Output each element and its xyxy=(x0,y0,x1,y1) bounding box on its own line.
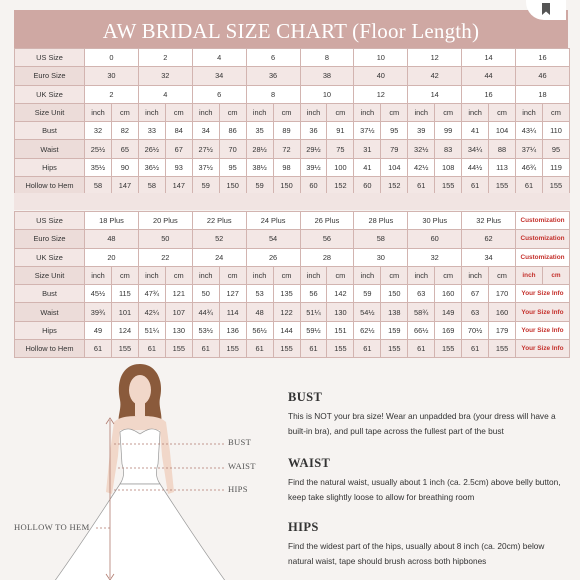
hem-cell: 155 xyxy=(327,340,354,358)
hips-cell: 93 xyxy=(165,158,192,176)
waist-cell: 83 xyxy=(435,140,462,158)
hem-cell: 155 xyxy=(489,340,516,358)
waist-cell: 130 xyxy=(327,303,354,321)
hips-cell: 108 xyxy=(435,158,462,176)
waist-cell: 26½ xyxy=(138,140,165,158)
hips-cell: 39½ xyxy=(300,158,327,176)
hem-cell: 61 xyxy=(462,340,489,358)
bust-cell: 50 xyxy=(192,285,219,303)
us-size-cell: 16 xyxy=(516,49,570,67)
bust-cell: 121 xyxy=(165,285,192,303)
unit-cell: inch xyxy=(138,103,165,121)
hem-cell: 152 xyxy=(327,177,354,195)
hips-cell: 59½ xyxy=(300,321,327,339)
waist-cell: 51¼ xyxy=(300,303,327,321)
bust-cell: 53 xyxy=(246,285,273,303)
us-size-cell: 4 xyxy=(192,49,246,67)
unit-cell: inch xyxy=(354,266,381,284)
hem-cell: 155 xyxy=(111,340,138,358)
chart-title-bar xyxy=(14,10,568,52)
row-label: US Size xyxy=(15,212,85,230)
hem-cell: 152 xyxy=(381,177,408,195)
uk-size-cell: 8 xyxy=(246,85,300,103)
hem-cell: 150 xyxy=(273,177,300,195)
bust-cell: 56 xyxy=(300,285,327,303)
unit-cell: inch xyxy=(246,103,273,121)
bust-cell: 99 xyxy=(435,122,462,140)
bust-cell: 34 xyxy=(192,122,219,140)
hips-cell: 90 xyxy=(111,158,138,176)
row-label: Bust xyxy=(15,285,85,303)
unit-cell: inch xyxy=(516,103,543,121)
unit-cell: cm xyxy=(489,266,516,284)
waist-cell: 28½ xyxy=(246,140,273,158)
waist-cell: 25½ xyxy=(85,140,112,158)
bust-cell: 86 xyxy=(219,122,246,140)
unit-cell: cm xyxy=(111,266,138,284)
hem-cell: 155 xyxy=(165,340,192,358)
hem-cell: 155 xyxy=(273,340,300,358)
unit-cell: inch xyxy=(462,266,489,284)
uk-size-cell: 14 xyxy=(408,85,462,103)
unit-cell: cm xyxy=(435,266,462,284)
hips-cell: 44½ xyxy=(462,158,489,176)
hips-cell: 169 xyxy=(435,321,462,339)
euro-size-cell: 36 xyxy=(246,67,300,85)
hips-cell: 70½ xyxy=(462,321,489,339)
guide-bust xyxy=(288,390,568,438)
hips-cell: 100 xyxy=(327,158,354,176)
row-label: UK Size xyxy=(15,85,85,103)
us-size-cell: 14 xyxy=(462,49,516,67)
size-row-uk xyxy=(15,248,570,266)
unit-cell: inch xyxy=(408,266,435,284)
hem-cell: 147 xyxy=(165,177,192,195)
bust-cell: 82 xyxy=(111,122,138,140)
bust-cell: 135 xyxy=(273,285,300,303)
unit-cell: cm xyxy=(381,266,408,284)
waist-cell: 149 xyxy=(435,303,462,321)
unit-cell: cm xyxy=(273,266,300,284)
bust-cell: 115 xyxy=(111,285,138,303)
us-size-cell: 0 xyxy=(85,49,139,67)
waist-cell: 67 xyxy=(165,140,192,158)
hips-cell: 136 xyxy=(219,321,246,339)
hem-cell: 60 xyxy=(354,177,381,195)
hem-cell: 58 xyxy=(85,177,112,195)
waist-cell: 88 xyxy=(489,140,516,158)
euro-size-cell: 40 xyxy=(354,67,408,85)
row-label: Hips xyxy=(15,158,85,176)
unit-cell: inch xyxy=(462,103,489,121)
hem-cell: 60 xyxy=(300,177,327,195)
custom-bust-cell: Your Size Info xyxy=(516,285,570,303)
hem-cell: 155 xyxy=(489,177,516,195)
uk-size-cell: 30 xyxy=(354,248,408,266)
hem-cell: 155 xyxy=(435,340,462,358)
bust-cell: 32 xyxy=(85,122,112,140)
size-row-unit xyxy=(15,103,570,121)
uk-size-cell: 18 xyxy=(516,85,570,103)
hem-cell: 61 xyxy=(408,340,435,358)
hem-cell: 155 xyxy=(219,340,246,358)
hips-cell: 35½ xyxy=(85,158,112,176)
waist-cell: 48 xyxy=(246,303,273,321)
uk-size-cell: 20 xyxy=(85,248,139,266)
euro-size-cell: 50 xyxy=(138,230,192,248)
euro-size-cell: 52 xyxy=(192,230,246,248)
row-label: Hips xyxy=(15,321,85,339)
hips-cell: 159 xyxy=(381,321,408,339)
euro-size-cell: 46 xyxy=(516,67,570,85)
unit-cell: inch xyxy=(354,103,381,121)
hem-cell: 150 xyxy=(219,177,246,195)
custom-us-cell: Customization xyxy=(516,212,570,230)
waist-cell: 42¼ xyxy=(138,303,165,321)
custom-hem-cell: Your Size Info xyxy=(516,340,570,358)
waist-cell: 160 xyxy=(489,303,516,321)
row-label: UK Size xyxy=(15,248,85,266)
waist-cell: 29½ xyxy=(300,140,327,158)
us-size-cell: 18 Plus xyxy=(85,212,139,230)
measurement-figure xyxy=(10,360,270,580)
uk-size-cell: 32 xyxy=(408,248,462,266)
unit-cell: inch xyxy=(138,266,165,284)
bust-cell: 91 xyxy=(327,122,354,140)
bust-cell: 45½ xyxy=(85,285,112,303)
waist-cell: 72 xyxy=(273,140,300,158)
bust-cell: 33 xyxy=(138,122,165,140)
waist-cell: 63 xyxy=(462,303,489,321)
figure-label-waist: WAIST xyxy=(228,461,256,471)
guide-hips xyxy=(288,520,568,568)
euro-size-cell: 44 xyxy=(462,67,516,85)
hips-cell: 104 xyxy=(381,158,408,176)
unit-cell: inch xyxy=(85,266,112,284)
waist-cell: 31 xyxy=(354,140,381,158)
euro-size-cell: 30 xyxy=(85,67,139,85)
bust-cell: 104 xyxy=(489,122,516,140)
hips-cell: 66½ xyxy=(408,321,435,339)
hips-cell: 151 xyxy=(327,321,354,339)
us-size-cell: 2 xyxy=(138,49,192,67)
hem-cell: 155 xyxy=(435,177,462,195)
bust-cell: 47¾ xyxy=(138,285,165,303)
size-row-us xyxy=(15,212,570,230)
bust-cell: 127 xyxy=(219,285,246,303)
guide-waist xyxy=(288,456,568,504)
uk-size-cell: 10 xyxy=(300,85,354,103)
unit-cell: inch xyxy=(85,103,112,121)
us-size-cell: 32 Plus xyxy=(462,212,516,230)
size-row-euro xyxy=(15,67,570,85)
uk-size-cell: 34 xyxy=(462,248,516,266)
hem-cell: 61 xyxy=(516,177,543,195)
size-row-bust xyxy=(15,285,570,303)
us-size-cell: 28 Plus xyxy=(354,212,408,230)
custom-unit-cell: inch xyxy=(516,266,543,284)
row-label: Size Unit xyxy=(15,103,85,121)
row-label: Waist xyxy=(15,303,85,321)
waist-cell: 32½ xyxy=(408,140,435,158)
unit-cell: cm xyxy=(327,103,354,121)
hips-cell: 56½ xyxy=(246,321,273,339)
unit-cell: cm xyxy=(435,103,462,121)
bust-cell: 59 xyxy=(354,285,381,303)
unit-cell: cm xyxy=(219,103,246,121)
hem-cell: 61 xyxy=(192,340,219,358)
bust-cell: 36 xyxy=(300,122,327,140)
waist-cell: 75 xyxy=(327,140,354,158)
custom-uk-cell: Customization xyxy=(516,248,570,266)
waist-cell: 101 xyxy=(111,303,138,321)
euro-size-cell: 58 xyxy=(354,230,408,248)
us-size-cell: 24 Plus xyxy=(246,212,300,230)
unit-cell: cm xyxy=(273,103,300,121)
bust-cell: 160 xyxy=(435,285,462,303)
custom-unit-cell: cm xyxy=(542,266,569,284)
euro-size-cell: 34 xyxy=(192,67,246,85)
uk-size-cell: 12 xyxy=(354,85,408,103)
waist-cell: 65 xyxy=(111,140,138,158)
size-row-uk xyxy=(15,85,570,103)
unit-cell: inch xyxy=(300,266,327,284)
unit-cell: cm xyxy=(542,103,569,121)
bust-cell: 43¼ xyxy=(516,122,543,140)
guide-hips-text: Find the widest part of the hips, usually about 8 inch (ca. 20cm) below natural waist, tape should brush across both hipbones xyxy=(288,541,545,566)
size-row-waist xyxy=(15,140,570,158)
bust-cell: 41 xyxy=(462,122,489,140)
euro-size-cell: 48 xyxy=(85,230,139,248)
uk-size-cell: 22 xyxy=(138,248,192,266)
uk-size-cell: 6 xyxy=(192,85,246,103)
size-row-waist xyxy=(15,303,570,321)
bust-cell: 142 xyxy=(327,285,354,303)
hips-cell: 179 xyxy=(489,321,516,339)
hips-cell: 144 xyxy=(273,321,300,339)
us-size-cell: 8 xyxy=(300,49,354,67)
waist-cell: 39¾ xyxy=(85,303,112,321)
waist-cell: 122 xyxy=(273,303,300,321)
hem-cell: 61 xyxy=(138,340,165,358)
bust-cell: 89 xyxy=(273,122,300,140)
hips-cell: 49 xyxy=(85,321,112,339)
unit-cell: cm xyxy=(165,266,192,284)
table-divider xyxy=(14,193,570,210)
custom-euro-cell: Customization xyxy=(516,230,570,248)
row-label: Size Unit xyxy=(15,266,85,284)
guide-waist-title: WAIST xyxy=(288,456,331,470)
bust-cell: 67 xyxy=(462,285,489,303)
size-row-euro xyxy=(15,230,570,248)
row-label: US Size xyxy=(15,49,85,67)
unit-cell: inch xyxy=(192,266,219,284)
unit-cell: cm xyxy=(327,266,354,284)
guide-waist-text: Find the natural waist, usually about 1 inch (ca. 2.5cm) above belly button, keep take slightly loose to allow for breathing room xyxy=(288,477,561,502)
unit-cell: cm xyxy=(111,103,138,121)
us-size-cell: 20 Plus xyxy=(138,212,192,230)
us-size-cell: 10 xyxy=(354,49,408,67)
us-size-cell: 22 Plus xyxy=(192,212,246,230)
hips-cell: 119 xyxy=(542,158,569,176)
euro-size-cell: 56 xyxy=(300,230,354,248)
hips-cell: 42½ xyxy=(408,158,435,176)
waist-cell: 79 xyxy=(381,140,408,158)
hips-cell: 95 xyxy=(219,158,246,176)
bust-cell: 37½ xyxy=(354,122,381,140)
size-row-hips xyxy=(15,321,570,339)
waist-cell: 114 xyxy=(219,303,246,321)
bust-cell: 35 xyxy=(246,122,273,140)
size-row-hips xyxy=(15,158,570,176)
bust-cell: 95 xyxy=(381,122,408,140)
euro-size-cell: 62 xyxy=(462,230,516,248)
waist-cell: 138 xyxy=(381,303,408,321)
hem-cell: 61 xyxy=(300,340,327,358)
hem-cell: 155 xyxy=(542,177,569,195)
bust-cell: 39 xyxy=(408,122,435,140)
waist-cell: 107 xyxy=(165,303,192,321)
hips-cell: 51¼ xyxy=(138,321,165,339)
chart-title: AW BRIDAL SIZE CHART (Floor Length) xyxy=(102,18,480,43)
hips-cell: 124 xyxy=(111,321,138,339)
waist-cell: 58¾ xyxy=(408,303,435,321)
unit-cell: cm xyxy=(381,103,408,121)
hem-cell: 155 xyxy=(381,340,408,358)
unit-cell: cm xyxy=(165,103,192,121)
figure-label-bust: BUST xyxy=(228,437,252,447)
unit-cell: inch xyxy=(300,103,327,121)
hips-cell: 36½ xyxy=(138,158,165,176)
hips-cell: 38½ xyxy=(246,158,273,176)
bust-cell: 63 xyxy=(408,285,435,303)
figure-label-hips: HIPS xyxy=(228,484,248,494)
hips-cell: 46¾ xyxy=(516,158,543,176)
custom-hips-cell: Your Size Info xyxy=(516,321,570,339)
us-size-cell: 6 xyxy=(246,49,300,67)
us-size-cell: 26 Plus xyxy=(300,212,354,230)
hips-cell: 41 xyxy=(354,158,381,176)
unit-cell: cm xyxy=(219,266,246,284)
uk-size-cell: 16 xyxy=(462,85,516,103)
size-table-standard xyxy=(14,48,570,195)
unit-cell: inch xyxy=(192,103,219,121)
row-label: Bust xyxy=(15,122,85,140)
waist-cell: 27½ xyxy=(192,140,219,158)
uk-size-cell: 4 xyxy=(138,85,192,103)
custom-waist-cell: Your Size Info xyxy=(516,303,570,321)
hem-cell: 58 xyxy=(138,177,165,195)
bookmark-icon xyxy=(539,2,553,16)
size-row-hem xyxy=(15,340,570,358)
size-row-bust xyxy=(15,122,570,140)
hips-cell: 130 xyxy=(165,321,192,339)
bust-cell: 170 xyxy=(489,285,516,303)
hem-cell: 59 xyxy=(192,177,219,195)
hem-cell: 59 xyxy=(246,177,273,195)
hem-cell: 61 xyxy=(462,177,489,195)
unit-cell: inch xyxy=(408,103,435,121)
row-label: Euro Size xyxy=(15,230,85,248)
hips-cell: 53½ xyxy=(192,321,219,339)
us-size-cell: 12 xyxy=(408,49,462,67)
bust-cell: 84 xyxy=(165,122,192,140)
size-row-unit xyxy=(15,266,570,284)
euro-size-cell: 38 xyxy=(300,67,354,85)
bust-cell: 150 xyxy=(381,285,408,303)
figure-label-hollow-to-hem: HOLLOW TO HEM xyxy=(14,522,90,532)
hem-cell: 61 xyxy=(354,340,381,358)
row-label: Euro Size xyxy=(15,67,85,85)
waist-cell: 34¼ xyxy=(462,140,489,158)
uk-size-cell: 28 xyxy=(300,248,354,266)
hips-cell: 98 xyxy=(273,158,300,176)
guide-hips-title: HIPS xyxy=(288,520,319,534)
size-row-us xyxy=(15,49,570,67)
row-label: Hollow to Hem xyxy=(15,177,85,195)
waist-cell: 54½ xyxy=(354,303,381,321)
waist-cell: 37¼ xyxy=(516,140,543,158)
guide-bust-text: This is NOT your bra size! Wear an unpadded bra (your dress will have a built-in bra), and pull tape across the fullest part of the bust xyxy=(288,411,556,436)
euro-size-cell: 42 xyxy=(408,67,462,85)
hips-cell: 37½ xyxy=(192,158,219,176)
euro-size-cell: 54 xyxy=(246,230,300,248)
unit-cell: inch xyxy=(246,266,273,284)
hips-cell: 62½ xyxy=(354,321,381,339)
hem-cell: 61 xyxy=(246,340,273,358)
waist-cell: 95 xyxy=(542,140,569,158)
guide-bust-title: BUST xyxy=(288,390,323,404)
bust-cell: 110 xyxy=(542,122,569,140)
hem-cell: 147 xyxy=(111,177,138,195)
unit-cell: cm xyxy=(489,103,516,121)
hem-cell: 61 xyxy=(408,177,435,195)
euro-size-cell: 32 xyxy=(138,67,192,85)
euro-size-cell: 60 xyxy=(408,230,462,248)
uk-size-cell: 2 xyxy=(85,85,139,103)
hips-cell: 113 xyxy=(489,158,516,176)
hem-cell: 61 xyxy=(85,340,112,358)
uk-size-cell: 24 xyxy=(192,248,246,266)
us-size-cell: 30 Plus xyxy=(408,212,462,230)
row-label: Waist xyxy=(15,140,85,158)
row-label: Hollow to Hem xyxy=(15,340,85,358)
size-table-plus xyxy=(14,211,570,358)
waist-cell: 70 xyxy=(219,140,246,158)
uk-size-cell: 26 xyxy=(246,248,300,266)
waist-cell: 44¾ xyxy=(192,303,219,321)
